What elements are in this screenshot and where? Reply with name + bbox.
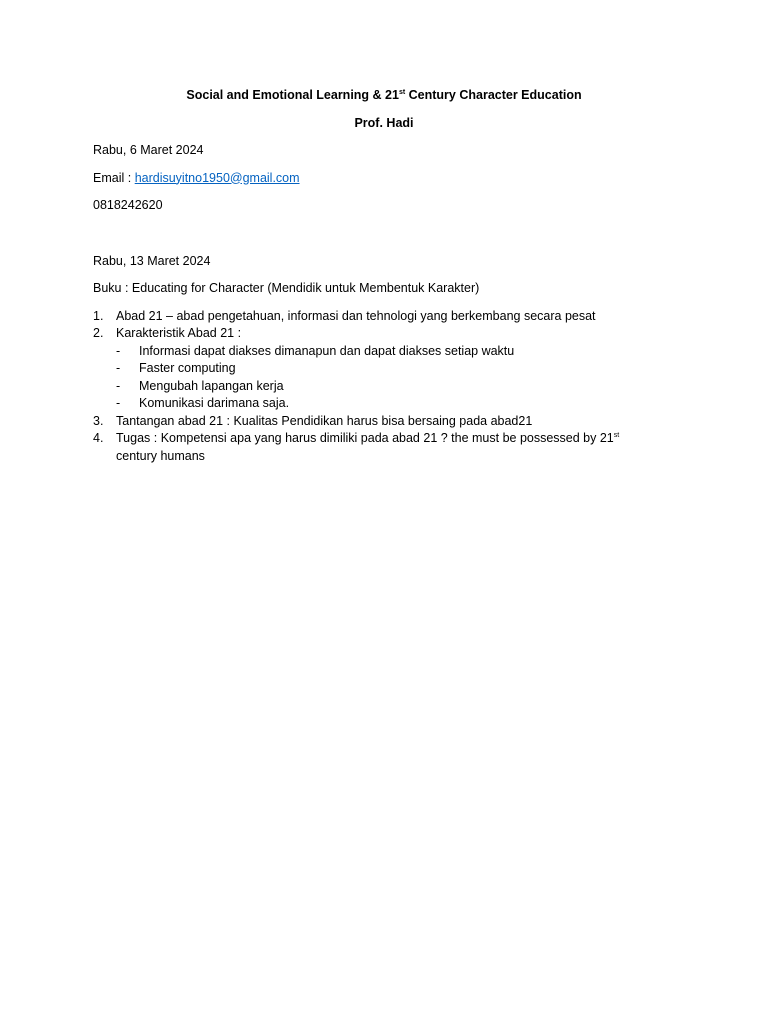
- numbered-list: [93, 308, 638, 466]
- sublist-item: [116, 395, 638, 413]
- sublist-item-text: Mengubah lapangan kerja: [139, 378, 284, 393]
- list-item: [93, 430, 638, 465]
- sublist-item-text: Faster computing: [139, 361, 236, 375]
- dash-marker: -: [116, 396, 121, 410]
- document-title: [93, 87, 675, 105]
- email-line: [93, 170, 638, 188]
- book-line: Buku : Educating for Character (Mendidik untuk Membentuk Karakter): [93, 281, 480, 295]
- sublist-item: [116, 343, 638, 361]
- email-link[interactable]: hardisuyitno1950@gmail.com: [134, 170, 300, 185]
- title-main: Social and Emotional Learning & 21: [186, 88, 399, 102]
- list-item-text: Tantangan abad 21 : Kualitas Pendidikan harus bisa bersaing pada abad21: [116, 413, 533, 428]
- sublist-item: [116, 360, 638, 378]
- list-item: [93, 325, 638, 413]
- list-item-text: Karakteristik Abad 21 :: [116, 326, 242, 340]
- dash-marker: -: [116, 378, 121, 393]
- list-number: 1.: [93, 308, 104, 323]
- dash-marker: -: [116, 343, 121, 358]
- email-label: Email :: [93, 170, 135, 185]
- sublist-item-text: Komunikasi darimana saja.: [139, 396, 290, 410]
- list-item-text: Abad 21 – abad pengetahuan, informasi dan tehnologi yang berkembang secara pesat: [116, 308, 596, 323]
- list-item: [93, 308, 638, 326]
- list-number: 3.: [93, 413, 104, 428]
- list-item-superscript: st: [613, 432, 620, 439]
- list-number: 4.: [93, 431, 104, 445]
- title-superscript: st: [398, 89, 406, 96]
- bullet-sublist: [116, 343, 638, 413]
- date-second: Rabu, 13 Maret 2024: [93, 253, 211, 268]
- list-number: 2.: [93, 326, 104, 340]
- date-first: Rabu, 6 Maret 2024: [93, 143, 204, 157]
- author-name: Prof. Hadi: [354, 115, 414, 130]
- list-item-text-rest: century humans: [116, 448, 205, 463]
- blank-line: [93, 215, 638, 243]
- sublist-item-text: Informasi dapat diakses dimanapun dan dapat diakses setiap waktu: [139, 343, 515, 358]
- sublist-item: [116, 378, 638, 396]
- title-rest: Century Character Education: [405, 88, 582, 102]
- list-item-text-main: Tugas : Kompetensi apa yang harus dimiliki pada abad 21 ? the must be possessed by 21: [116, 431, 614, 445]
- list-item: [93, 413, 638, 431]
- list-item-text: [116, 431, 619, 463]
- phone-number: 0818242620: [93, 198, 163, 212]
- dash-marker: -: [116, 361, 121, 375]
